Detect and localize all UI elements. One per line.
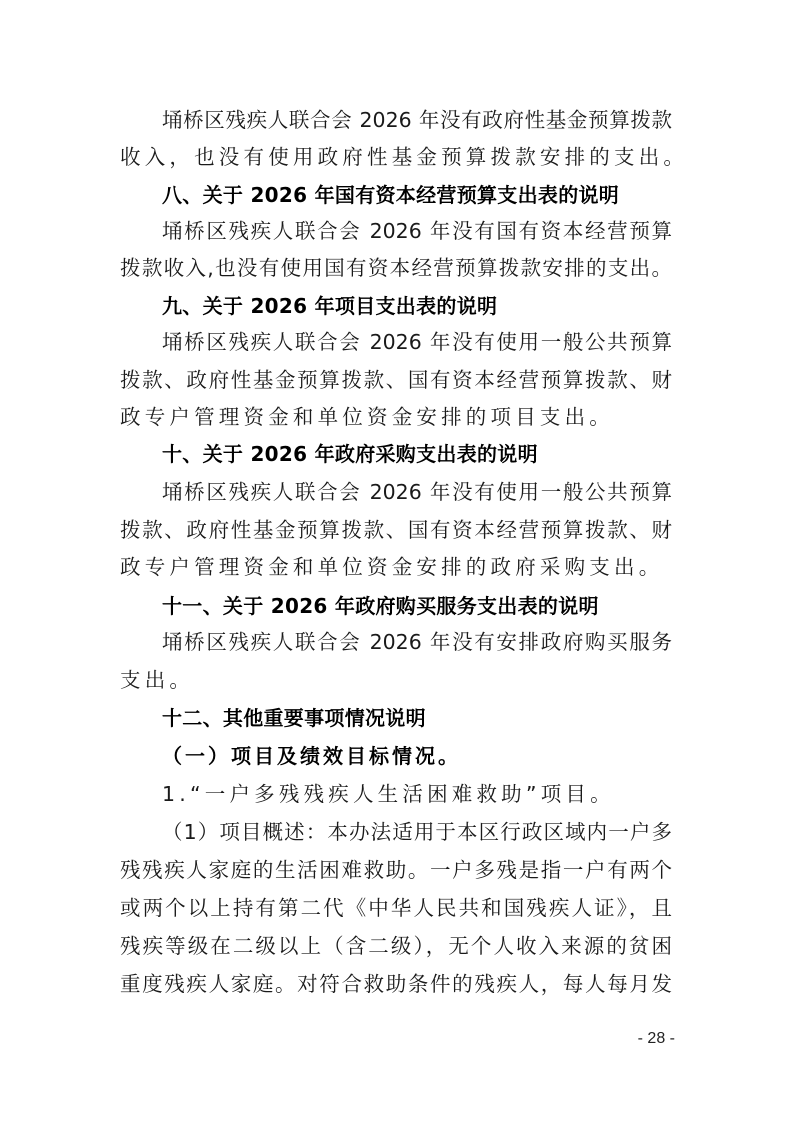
paragraph-line: 残残疾人家庭的生活困难救助。一户多残是指一户有两个	[120, 858, 672, 882]
section-heading: 九、关于 2026 年项目支出表的说明	[162, 294, 498, 318]
paragraph-line: 残疾等级在二级以上（含二级），无个人收入来源的贫困	[120, 934, 672, 958]
paragraph-line: 政专户管理资金和单位资金安排的政府采购支出。	[120, 555, 664, 579]
paragraph-line: 埇桥区残疾人联合会 2026 年没有安排政府购买服务	[162, 630, 672, 654]
section-heading: 八、关于 2026 年国有资本经营预算支出表的说明	[162, 183, 620, 207]
paragraph-line: 拨款收入,也没有使用国有资本经营预算拨款安排的支出。	[120, 256, 672, 280]
paragraph-line: 拨款、政府性基金预算拨款、国有资本经营预算拨款、财	[120, 518, 672, 542]
paragraph-line: 拨款、政府性基金预算拨款、国有资本经营预算拨款、财	[120, 368, 672, 392]
paragraph-line: 支出。	[120, 668, 195, 692]
subsection-heading: （一）项目及绩效目标情况。	[162, 744, 461, 768]
paragraph-line: 收入，也没有使用政府性基金预算拨款安排的支出。	[120, 145, 689, 169]
paragraph-line: 1.“一户多残残疾人生活困难救助”项目。	[162, 782, 615, 806]
paragraph-line: 或两个以上持有第二代《中华人民共和国残疾人证》，且	[120, 896, 672, 920]
paragraph-line: 政专户管理资金和单位资金安排的项目支出。	[120, 405, 614, 429]
section-heading: 十二、其他重要事项情况说明	[162, 706, 426, 730]
paragraph-line: 埇桥区残疾人联合会 2026 年没有国有资本经营预算	[162, 219, 672, 243]
paragraph-line: 重度残疾人家庭。对符合救助条件的残疾人，每人每月发	[120, 972, 672, 996]
paragraph-line: 埇桥区残疾人联合会 2026 年没有使用一般公共预算	[162, 330, 672, 354]
section-heading: 十、关于 2026 年政府采购支出表的说明	[162, 442, 538, 466]
paragraph-line: （1）项目概述：本办法适用于本区行政区域内一户多	[162, 820, 672, 844]
page-number: - 28 -	[637, 1030, 675, 1047]
section-heading: 十一、关于 2026 年政府购买服务支出表的说明	[162, 594, 599, 618]
paragraph-line: 埇桥区残疾人联合会 2026 年没有使用一般公共预算	[162, 480, 672, 504]
paragraph-line: 埇桥区残疾人联合会 2026 年没有政府性基金预算拨款	[162, 108, 672, 132]
